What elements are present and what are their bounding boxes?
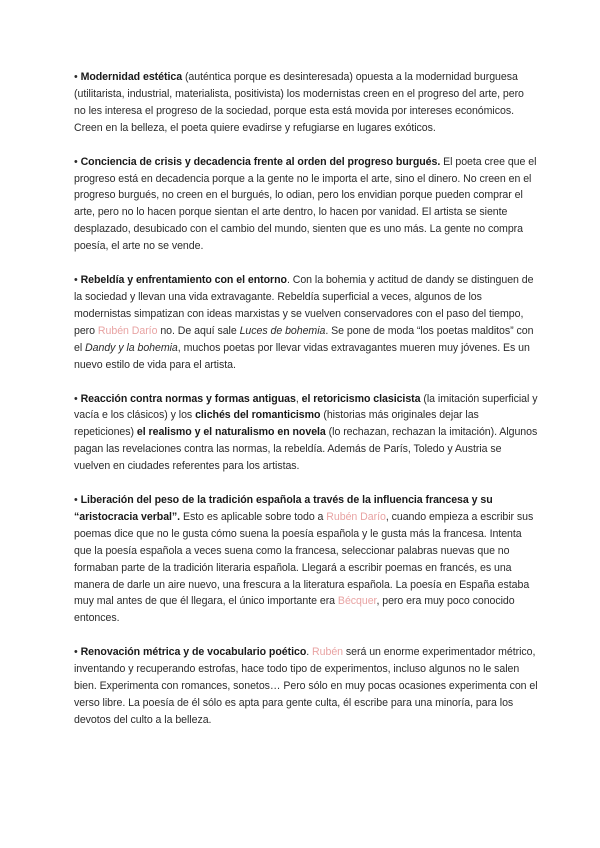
body-text: Esto es aplicable sobre todo a: [180, 510, 327, 523]
paragraph-conciencia-crisis: [74, 154, 538, 255]
paragraph-rebeldia: [74, 272, 538, 373]
paragraph-renovacion: [74, 644, 538, 729]
bullet: •: [74, 646, 81, 659]
paragraph-liberacion: [74, 492, 538, 627]
name-ruben-dario: Rubén Darío: [326, 510, 386, 523]
heading-modernidad-estetica: Modernidad estética: [80, 71, 183, 83]
body-text: , muchos poetas por llevar vidas extravagantes mueren muy jóvenes. Es un nuevo estilo de vida para el artista.: [74, 341, 530, 371]
body-text: ,: [295, 392, 302, 405]
body-text: será un enorme experimentador métrico, inventando y recuperando estrofas, hace todo tipo de experimentos, incluso algunos no le salen bien. Experimenta con romances, sonetos… Pero sólo en muy pocas ocasiones experimenta con el verso libre. La poesía de él sólo es apta para gente culta, él escribe para una minoría, para los devotos del culto a la belleza.: [74, 646, 538, 726]
bullet: •: [74, 494, 81, 507]
paragraph-modernidad-estetica: [74, 69, 538, 137]
name-ruben: Rubén: [312, 646, 344, 659]
heading-rebeldia: Rebeldía y enfrentamiento con el entorno: [80, 274, 287, 287]
heading-liberacion: Liberación del peso de la tradición española a través de la influencia francesa y su “aristocracia verbal”.: [74, 494, 493, 523]
name-ruben-dario: Rubén Darío: [97, 324, 158, 337]
heading-conciencia-crisis: Conciencia de crisis y decadencia frente al orden del progreso burgués.: [80, 155, 441, 168]
paragraph-reaccion-normas: [74, 391, 538, 476]
title-luces-de-bohemia: Luces de bohemia: [239, 324, 326, 337]
body-text: . Se pone de moda “los poetas malditos” con el: [74, 324, 534, 354]
body-text: (la imitación superficial y vacía e los clásicos) y los: [74, 392, 538, 422]
body-text: (historias más originales dejar las repeticiones): [74, 409, 479, 439]
bullet: •: [74, 155, 81, 168]
term-retoricismo: el retoricismo clasicista: [301, 392, 421, 405]
body-text: El poeta cree que el progreso está en decadencia porque a la gente no le importa el arte, sino el dinero. No creen en el progreso burgués, no creen en el burgués, lo odian, pero los envidian porque pueden comprar el arte, pero no lo hacen porque sientan el arte dentro, lo hacen por vanidad. El artista se siente desplazado, desubicado con el cambio del mundo, sienten que es uno más. La gente no compra poesía, el arte no se vende.: [74, 155, 537, 253]
body-text: . Con la bohemia y actitud de dandy se distinguen de la sociedad y llevan una vida extravagante. Rebeldía superficial a veces, algunos de los modernistas simpatizan con ideas marxistas y se vuelven conservadores con el paso del tiempo, pero: [74, 274, 534, 337]
heading-reaccion-normas: Reacción contra normas y formas antiguas: [80, 392, 296, 405]
term-cliches: clichés del romanticismo: [195, 409, 321, 422]
body-text: , cuando empieza a escribir sus poemas dice que no le gusta cómo suena la poesía española y le gusta más la francesa. Intenta que la poesía española a veces suena como la francesa, seleccionar palabras nuevas que no formaban parte de la tradición literaria española. Llegará a escribir poemas en francés, es una manera de darle un aire nuevo, una frescura a la literatura española. La poesía en España estaba muy mal antes de que él llegara, el único importante era: [74, 510, 534, 608]
body-text: .: [306, 646, 313, 659]
title-dandy-bohemia: Dandy y la bohemia: [85, 341, 178, 354]
body-text: no. De aquí sale: [157, 324, 240, 337]
term-realismo: el realismo y el naturalismo en novela: [136, 426, 326, 439]
bullet: •: [74, 71, 81, 83]
heading-renovacion: Renovación métrica y de vocabulario poético: [80, 646, 307, 659]
name-becquer: Bécquer: [337, 595, 377, 608]
body-text: (auténtica porque es desinteresada) opuesta a la modernidad burguesa (utilitarista, industrial, materialista, positivista) los modernistas creen en el progreso del arte, pero no les interesa el progreso de la sociedad, porque esta está movida por intereses económicos. Creen en la belleza, el poeta quiere evadirse y refugiarse en lugares exóticos.: [74, 71, 524, 134]
bullet: •: [74, 392, 81, 405]
bullet: •: [74, 274, 81, 287]
body-text: (lo rechazan, rechazan la imitación). Algunos pagan las revelaciones contra las normas, la rebeldía. Además de París, Toledo y Austria se vuelven en ciudades referentes para los artistas.: [74, 426, 538, 473]
body-text: , pero era muy poco conocido entonces.: [74, 595, 515, 625]
